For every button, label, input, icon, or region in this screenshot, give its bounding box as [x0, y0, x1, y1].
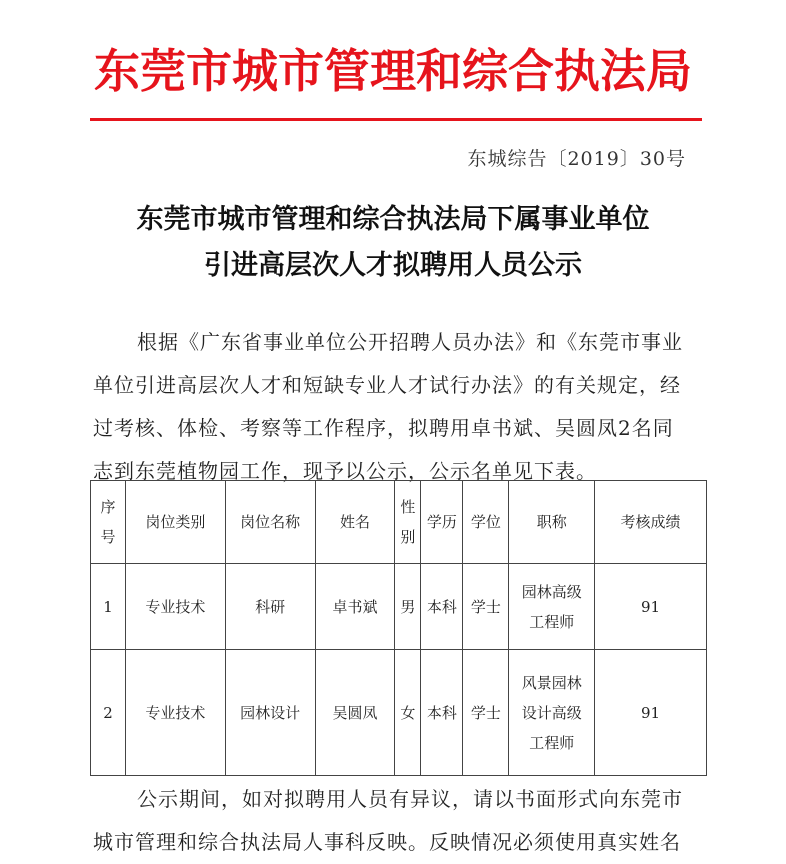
- cell-degree: 学士: [463, 564, 509, 650]
- intro-line-3: 过考核、体检、考察等工作程序，拟聘用卓书斌、吴圆凤2名同: [93, 416, 674, 440]
- header-gender-top: 性: [400, 498, 416, 516]
- cell-title-line-2: 工程师: [529, 612, 575, 631]
- intro-line-2: 单位引进高层次人才和短缺专业人才试行办法》的有关规定，经: [93, 373, 681, 397]
- objection-line-2: 城市管理和综合执法局人事科反映。反映情况必须使用真实姓名: [93, 830, 681, 854]
- cell-category: 专业技术: [125, 650, 225, 776]
- cell-name: 卓书斌: [315, 564, 395, 650]
- document-title: [0, 197, 786, 289]
- cell-score: 91: [595, 564, 707, 650]
- cell-education: 本科: [421, 650, 463, 776]
- intro-line-4: 志到东莞植物园工作，现予以公示，公示名单见下表。: [93, 459, 597, 483]
- document-number: 东城综告〔2019〕30号: [467, 148, 686, 170]
- org-header-title: 东莞市城市管理和综合执法局: [94, 44, 692, 98]
- cell-gender: 女: [395, 650, 421, 776]
- cell-score: 91: [595, 650, 707, 776]
- header-seq-bottom: 号: [100, 528, 116, 546]
- objection-paragraph: [93, 778, 693, 864]
- cell-gender: 男: [395, 564, 421, 650]
- intro-line-1: 根据《广东省事业单位公开招聘人员办法》和《东莞市事业: [137, 330, 683, 354]
- cell-title-line-1: 风景园林: [521, 673, 582, 692]
- header-gender-bottom: 别: [400, 528, 416, 546]
- header-title: 职称: [509, 481, 595, 564]
- intro-paragraph: [93, 321, 693, 493]
- cell-position: 园林设计: [225, 650, 315, 776]
- cell-title-line-2: 设计高级: [521, 703, 582, 722]
- objection-line-1: 公示期间，如对拟聘用人员有异议，请以书面形式向东莞市: [137, 787, 683, 811]
- table-row: [91, 650, 707, 776]
- header-gender: [395, 481, 421, 564]
- cell-name: 吴圆凤: [315, 650, 395, 776]
- header-seq: [91, 481, 126, 564]
- header-position: 岗位名称: [225, 481, 315, 564]
- table-header-row: [91, 481, 707, 564]
- cell-title: [509, 564, 595, 650]
- cell-title-line-1: 园林高级: [521, 582, 582, 601]
- cell-title-line-3: 工程师: [529, 733, 575, 752]
- candidate-table: [90, 480, 707, 776]
- document-title-line-2: 引进高层次人才拟聘用人员公示: [204, 250, 582, 281]
- header-red-divider: [90, 118, 702, 121]
- cell-seq: 1: [91, 564, 126, 650]
- cell-education: 本科: [421, 564, 463, 650]
- cell-degree: 学士: [463, 650, 509, 776]
- header-category: 岗位类别: [125, 481, 225, 564]
- header-score: 考核成绩: [595, 481, 707, 564]
- header-seq-top: 序: [100, 498, 116, 516]
- cell-position: 科研: [225, 564, 315, 650]
- cell-title: [509, 650, 595, 776]
- header-name: 姓名: [315, 481, 395, 564]
- header-education: 学历: [421, 481, 463, 564]
- header-degree: 学位: [463, 481, 509, 564]
- cell-category: 专业技术: [125, 564, 225, 650]
- document-title-line-1: 东莞市城市管理和综合执法局下属事业单位: [136, 204, 650, 235]
- cell-seq: 2: [91, 650, 126, 776]
- table-row: [91, 564, 707, 650]
